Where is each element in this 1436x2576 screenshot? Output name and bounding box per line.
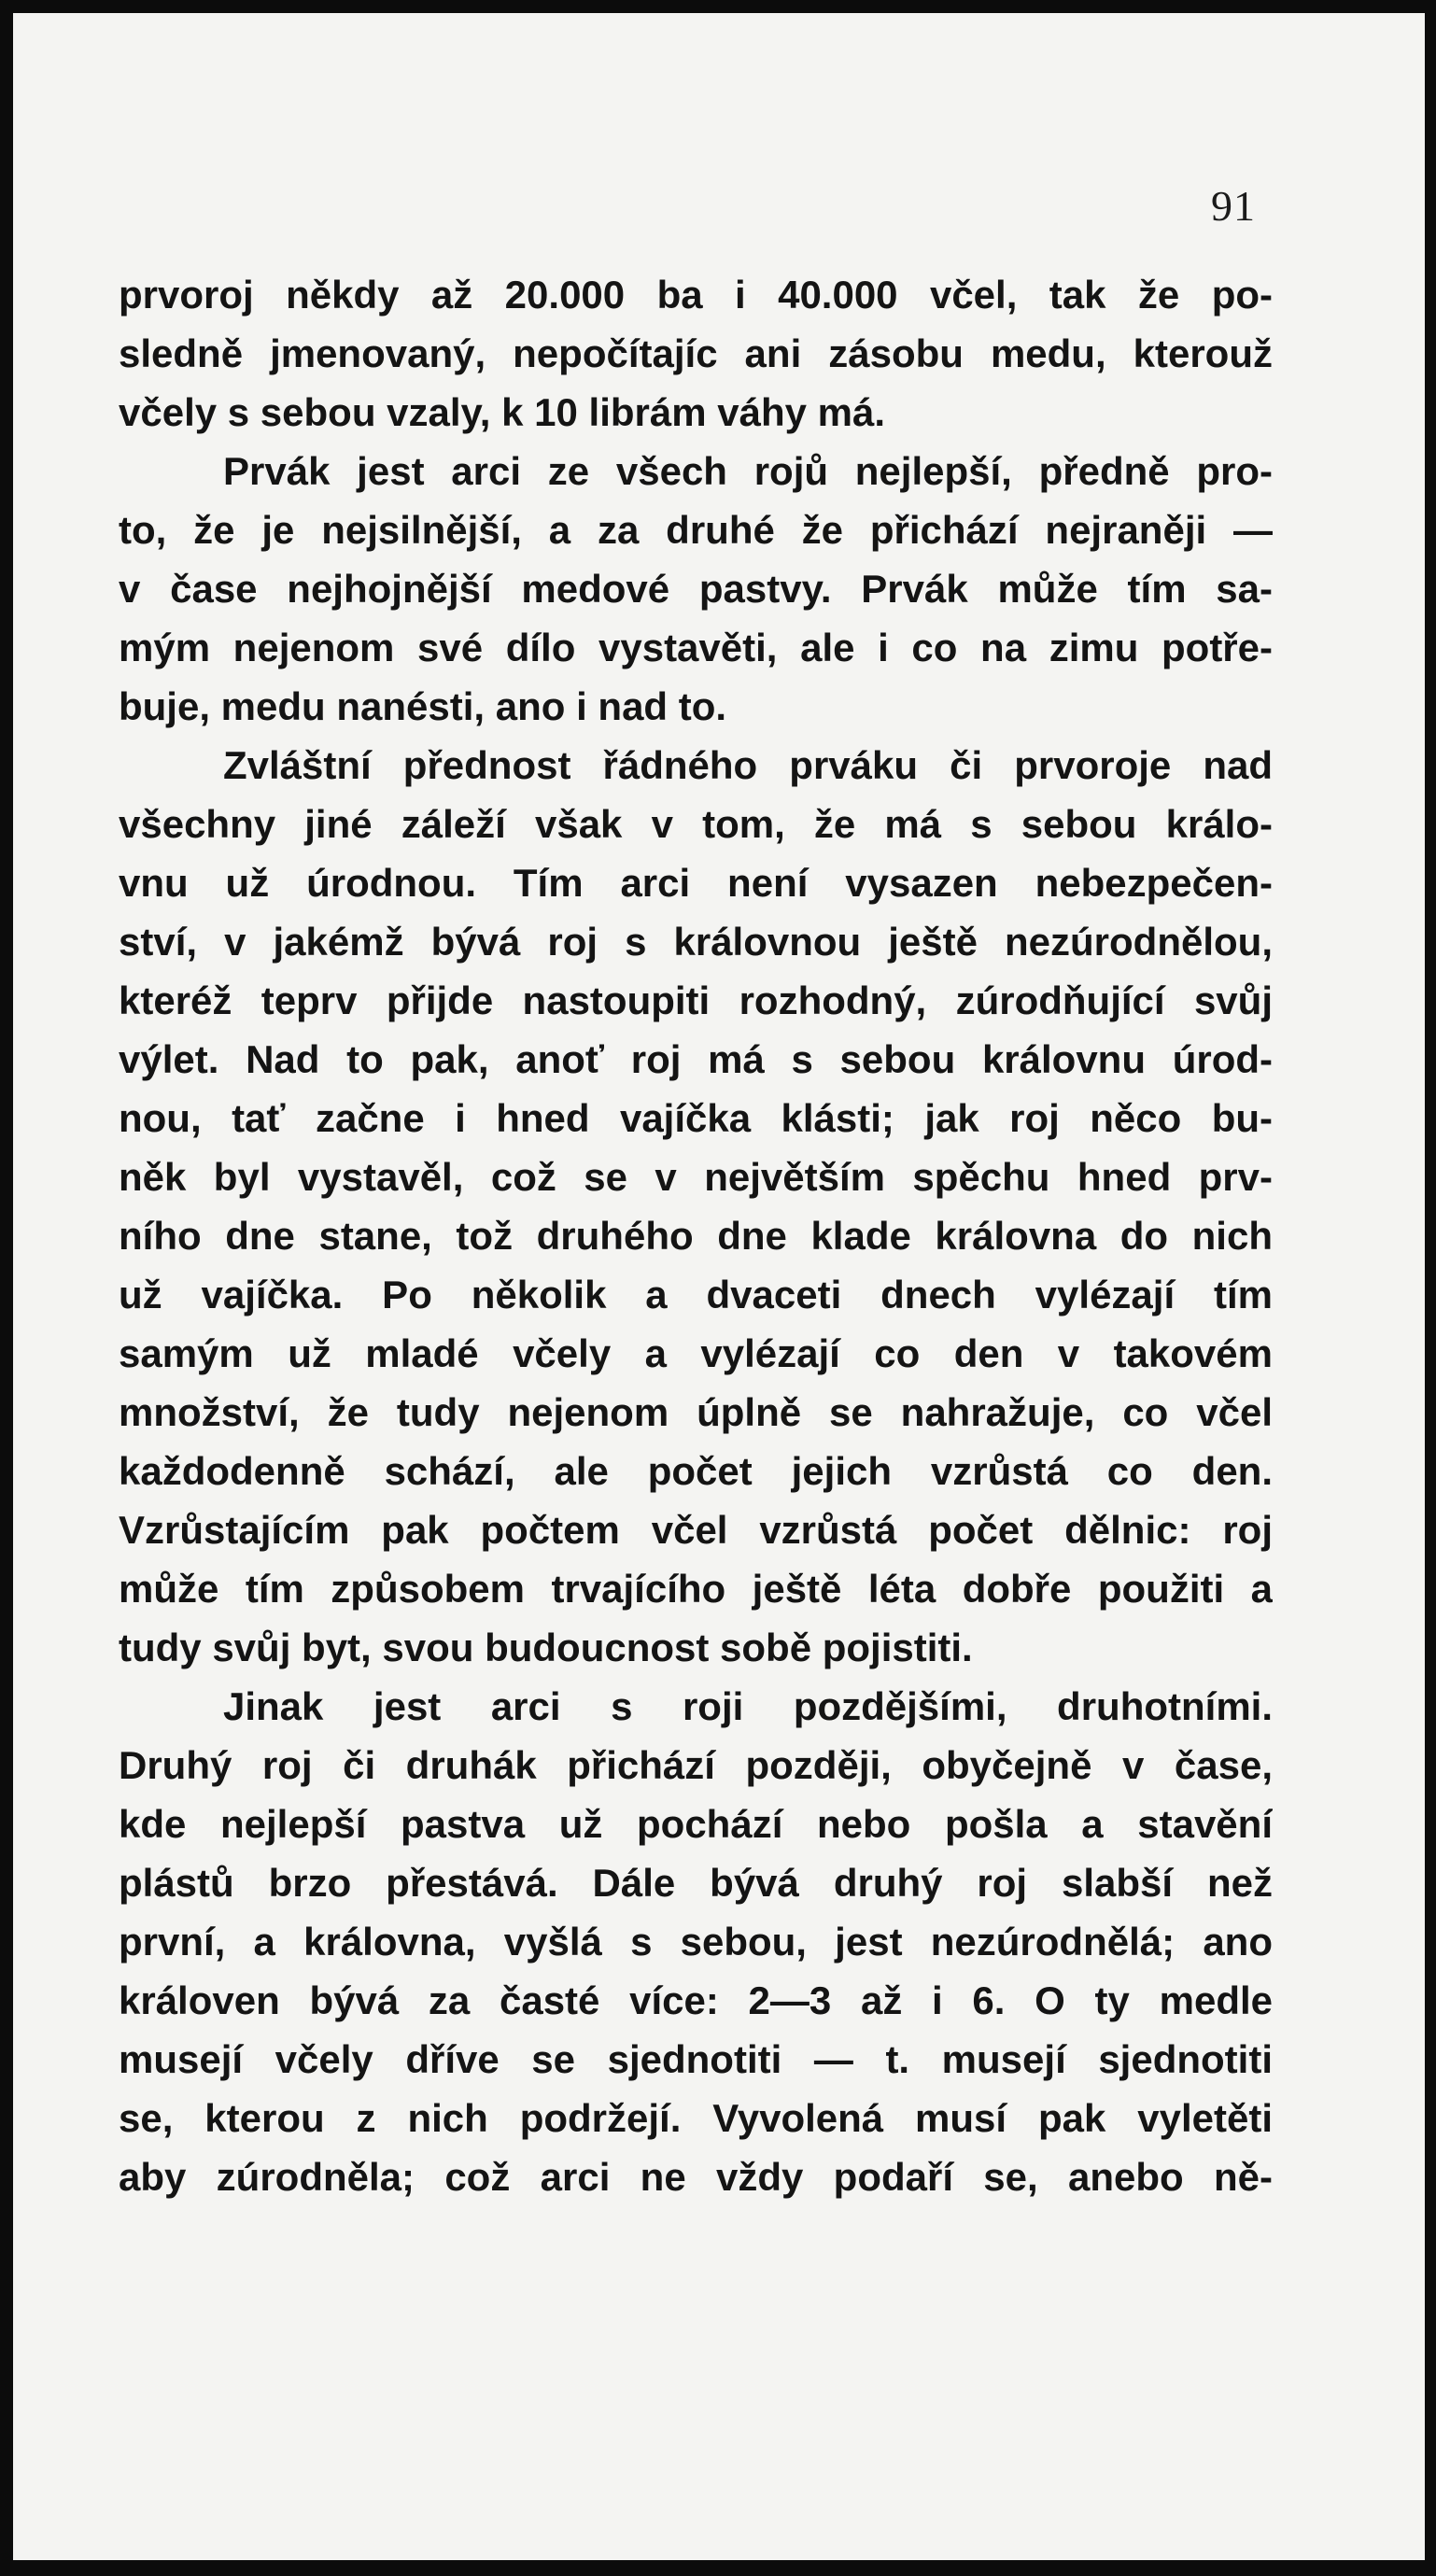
text-line: každodenně schází, ale počet jejich vzrůstá co den. <box>119 1449 1273 1493</box>
text-line: Jinak jest arci s roji pozdějšími, druhotními. <box>223 1684 1273 1728</box>
text-line: Prvák jest arci ze všech rojů nejlepší, předně pro- <box>223 449 1273 493</box>
text-line: kde nejlepší pastva už pochází nebo pošla a stavění <box>119 1802 1273 1846</box>
text-line: sledně jmenovaný, nepočítajíc ani zásobu medu, kterouž <box>119 331 1273 375</box>
text-line: vnu už úrodnou. Tím arci není vysazen nebezpečen- <box>119 861 1273 905</box>
text-line: to, že je nejsilnější, a za druhé že přichází nejraněji — <box>119 508 1273 552</box>
text-line: se, kterou z nich podržejí. Vyvolená musí pak vyletěti <box>119 2096 1273 2140</box>
text-line: plástů brzo přestává. Dále bývá druhý roj slabší než <box>119 1861 1273 1905</box>
text-line: Druhý roj či druhák přichází později, obyčejně v čase, <box>119 1743 1273 1787</box>
text-line: první, a královna, vyšlá s sebou, jest nezúrodnělá; ano <box>119 1920 1273 1964</box>
text-line: už vajíčka. Po několik a dvaceti dnech vylézají tím <box>119 1273 1273 1316</box>
text-line: buje, medu nanésti, ano i nad to. <box>119 684 727 728</box>
text-line: výlet. Nad to pak, anoť roj má s sebou královnu úrod- <box>119 1037 1273 1081</box>
text-line: Vzrůstajícím pak počtem včel vzrůstá počet dělnic: roj <box>119 1508 1273 1552</box>
book-page <box>13 13 1425 2560</box>
page-number: 91 <box>1211 182 1256 230</box>
text-line: všechny jiné záleží však v tom, že má s sebou králo- <box>119 802 1273 846</box>
text-line: musejí včely dříve se sjednotiti — t. musejí sjednotiti <box>119 2037 1273 2081</box>
text-line: ního dne stane, tož druhého dne klade královna do nich <box>119 1214 1273 1258</box>
body-text <box>119 265 1273 2206</box>
text-line: včely s sebou vzaly, k 10 librám váhy má. <box>119 390 886 434</box>
text-line: něk byl vystavěl, což se v největším spěchu hned prv- <box>119 1155 1273 1199</box>
text-line: nou, tať začne i hned vajíčka klásti; jak roj něco bu- <box>119 1096 1273 1140</box>
text-line: tudy svůj byt, svou budoucnost sobě pojistiti. <box>119 1626 973 1669</box>
text-line: kteréž teprv přijde nastoupiti rozhodný, zúrodňující svůj <box>119 978 1273 1022</box>
text-line: prvoroj někdy až 20.000 ba i 40.000 včel, tak že po- <box>119 273 1273 317</box>
text-line: může tím způsobem trvajícího ještě léta dobře použiti a <box>119 1567 1273 1611</box>
text-line: aby zúrodněla; což arci ne vždy podaří se, anebo ně- <box>119 2155 1273 2199</box>
text-line: královen bývá za časté více: 2—3 až i 6. O ty medle <box>119 1978 1273 2022</box>
text-line: mým nejenom své dílo vystavěti, ale i co na zimu potře- <box>119 626 1273 669</box>
text-line: Zvláštní přednost řádného prváku či prvoroje nad <box>223 743 1273 787</box>
text-line: v čase nejhojnější medové pastvy. Prvák může tím sa- <box>119 567 1273 611</box>
text-line: ství, v jakémž bývá roj s královnou ještě nezúrodnělou, <box>119 920 1273 964</box>
text-line: samým už mladé včely a vylézají co den v takovém <box>119 1331 1273 1375</box>
text-line: množství, že tudy nejenom úplně se nahražuje, co včel <box>119 1390 1273 1434</box>
